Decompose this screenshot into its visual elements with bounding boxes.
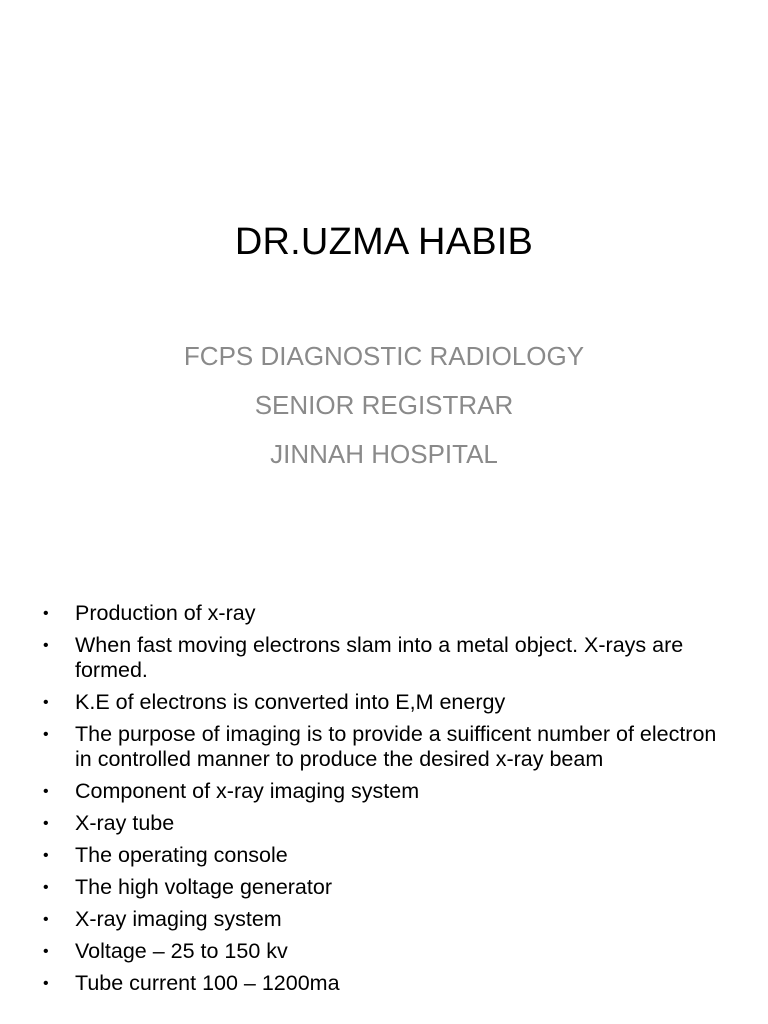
bullet-list [40,601,730,1003]
subtitle-block [0,332,768,479]
list-item [40,690,730,715]
subtitle-hospital: JINNAH HOSPITAL [270,439,498,469]
bullet-icon: • [43,943,49,960]
list-item [40,939,730,964]
list-item-text: Tube current 100 – 1200ma [75,971,340,995]
bullet-icon: • [43,975,49,992]
bullet-icon: • [43,847,49,864]
slide-title: DR.UZMA HABIB [234,221,534,263]
list-item [40,843,730,868]
list-item-text: The operating console [75,843,288,867]
list-item-text: The high voltage generator [75,875,332,899]
bullet-icon: • [43,605,49,622]
list-item-text: Component of x-ray imaging system [75,779,420,803]
bullet-icon: • [43,783,49,800]
list-item-text: When fast moving electrons slam into a metal object. X-rays are formed. [75,633,684,682]
list-item [40,971,730,996]
list-item-text: Production of x-ray [75,601,256,625]
list-item-text: X-ray tube [75,811,175,835]
list-item [40,907,730,932]
list-item-text: K.E of electrons is converted into E,M energy [75,690,506,714]
bullet-icon: • [43,815,49,832]
bullet-icon: • [43,694,49,711]
list-item [40,633,730,683]
list-item [40,601,730,626]
bullet-icon: • [43,911,49,928]
list-item [40,779,730,804]
list-item-text: Voltage – 25 to 150 kv [75,939,288,963]
list-item [40,875,730,900]
subtitle-qualification: FCPS DIAGNOSTIC RADIOLOGY [183,341,585,371]
list-item-text: The purpose of imaging is to provide a suifficent number of electron in controlled manner to produce the desired x-ray beam [75,722,717,771]
bullet-icon: • [43,726,49,743]
list-item [40,722,730,772]
subtitle-position: SENIOR REGISTRAR [254,390,514,420]
list-item-text: X-ray imaging system [75,907,282,931]
bullet-icon: • [43,637,49,654]
bullet-icon: • [43,879,49,896]
list-item [40,811,730,836]
